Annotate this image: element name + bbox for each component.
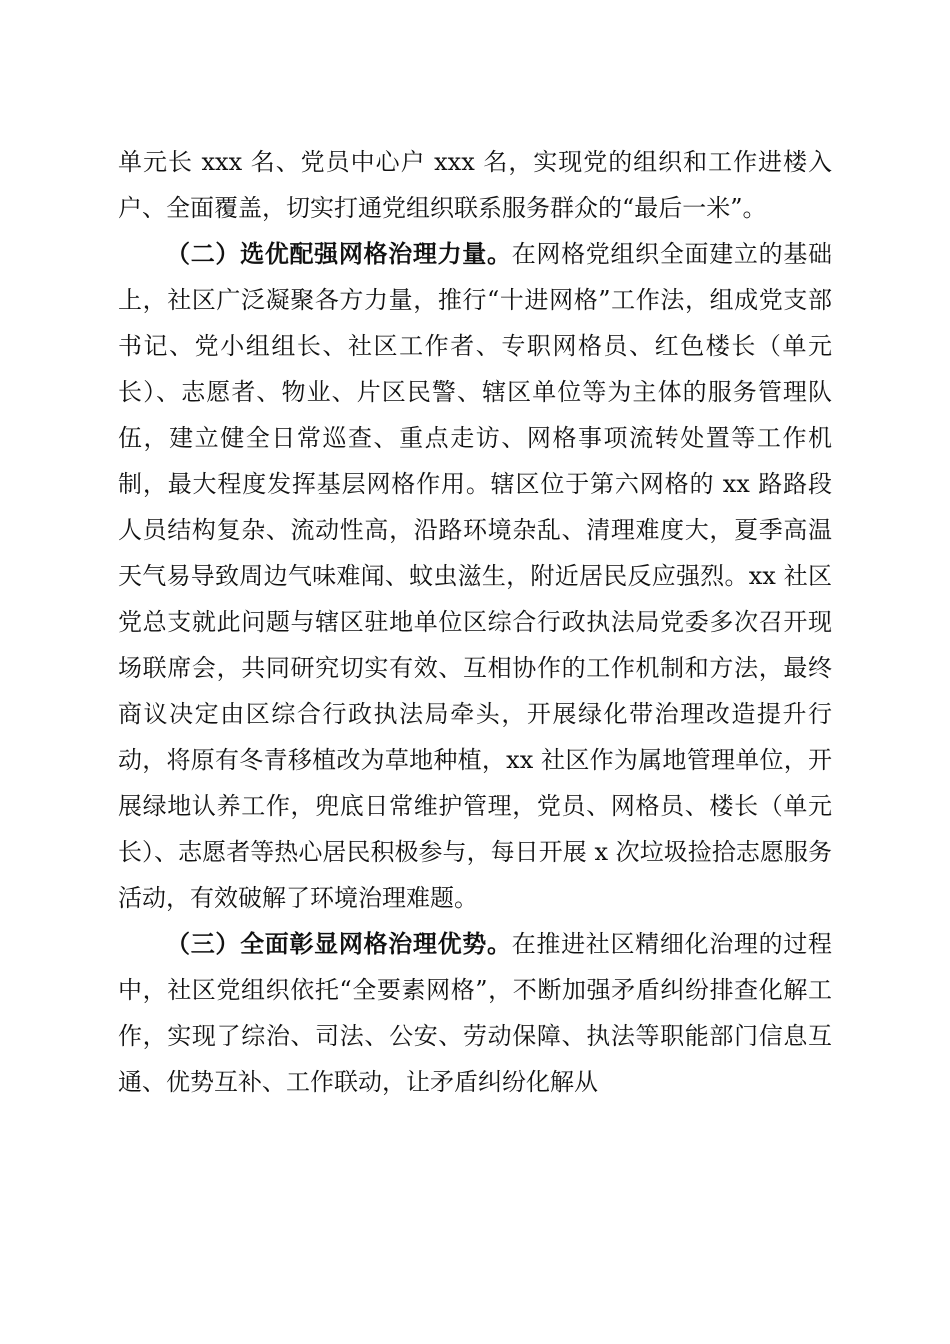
section-heading: （三）全面彰显网格治理优势。	[166, 929, 512, 958]
paragraph-section-two	[118, 231, 832, 921]
paragraph-text: 单元长 xxx 名、党员中心户 xxx 名，实现党的组织和工作进楼入户、全面覆盖，切实打通党组织联系服务群众的“最后一米”。	[118, 148, 832, 222]
document-body	[118, 139, 832, 1105]
paragraph-text: 在网格党组织全面建立的基础上，社区广泛凝聚各方力量，推行“十进网格”工作法，组成党支部书记、党小组组长、社区工作者、专职网格员、红色楼长（单元长）、志愿者、物业、片区民警、辖区单位等为主体的服务管理队伍，建立健全日常巡查、重点走访、网格事项流转处置等工作机制，最大程度发挥基层网格作用。辖区位于第六网格的 xx 路路段人员结构复杂、流动性高，沿路环境杂乱、清理难度大，夏季高温天气易导致周边气味难闻、蚊虫滋生，附近居民反应强烈。xx 社区党总支就此问题与辖区驻地单位区综合行政执法局党委多次召开现场联席会，共同研究切实有效、互相协作的工作机制和方法，最终商议决定由区综合行政执法局牵头，开展绿化带治理改造提升行动，将原有冬青移植改为草地种植，xx 社区作为属地管理单位，开展绿地认养工作，兜底日常维护管理，党员、网格员、楼长（单元长）、志愿者等热心居民积极参与，每日开展 x 次垃圾捡拾志愿服务活动，有效破解了环境治理难题。	[118, 240, 833, 912]
paragraph-text: 在推进社区精细化治理的过程中，社区党组织依托“全要素网格”，不断加强矛盾纠纷排查化解工作，实现了综治、司法、公安、劳动保障、执法等职能部门信息互通、优势互补、工作联动，让矛盾纠纷化解从	[118, 930, 833, 1096]
paragraph-section-three	[118, 921, 832, 1105]
section-heading: （二）选优配强网格治理力量。	[166, 239, 512, 268]
paragraph-continuation	[118, 139, 832, 231]
